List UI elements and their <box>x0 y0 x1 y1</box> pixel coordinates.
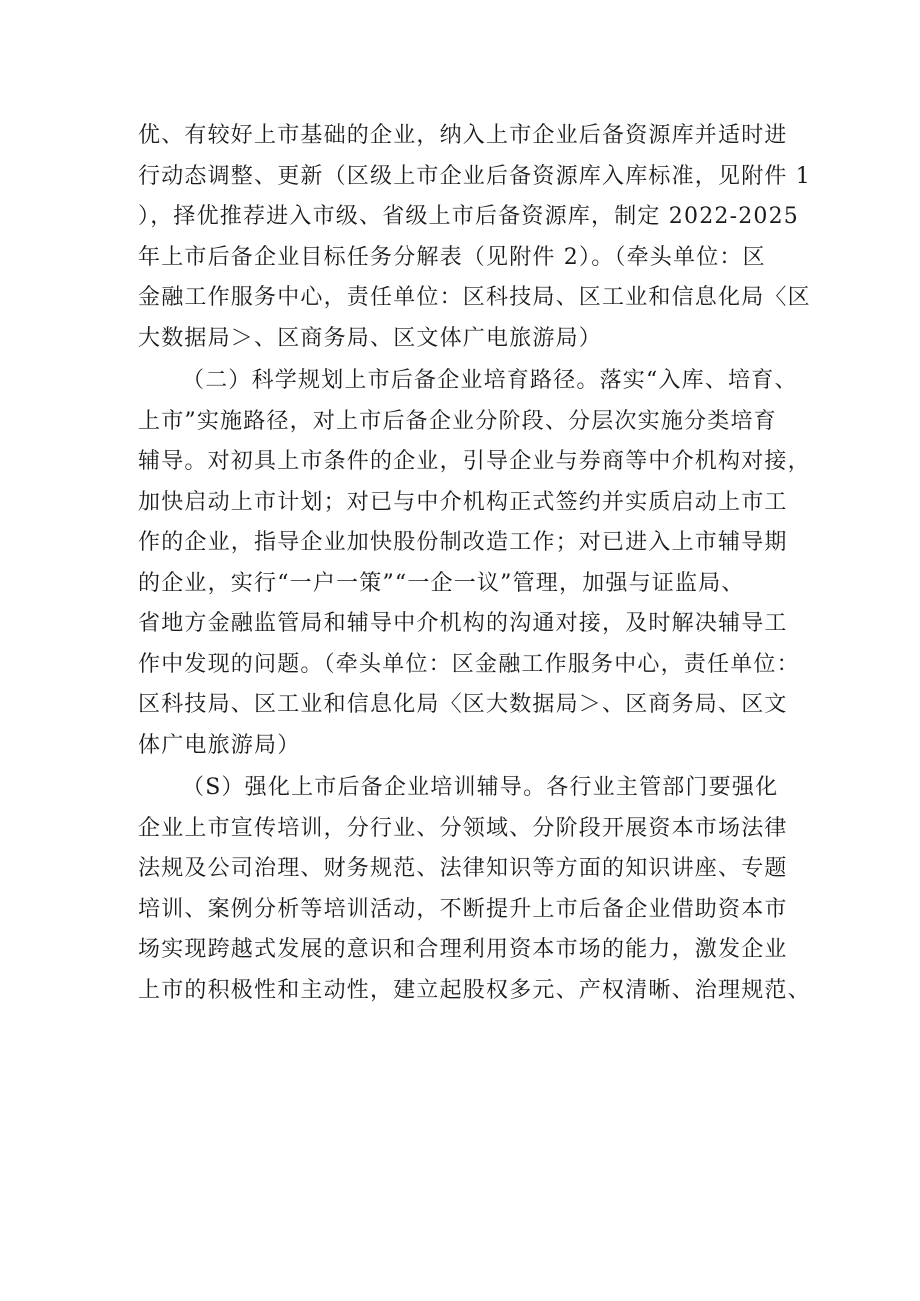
paragraph-line: 作中发现的问题。（牵头单位：区金融工作服务中心，责任单位： <box>138 651 800 677</box>
paragraph-line: 行动态调整、更新（区级上市企业后备资源库入库标准，见附件 1 <box>138 163 811 189</box>
paragraph-line: 场实现跨越式发展的意识和合理利用资本市场的能力，激发企业 <box>138 937 788 962</box>
paragraph-line: 上市”实施路径，对上市后备企业分阶段、分层次实施分类培育 <box>138 408 777 434</box>
paragraph-line: 培训、案例分析等培训活动，不断提升上市后备企业借助资本市 <box>138 896 788 922</box>
paragraph-line: ），择优推荐进入市级、省级上市后备资源库，制定 2022-2025 <box>138 204 800 229</box>
paragraph-line: （二）科学规划上市后备企业培育路径。落实“入库、培育、 <box>182 368 798 393</box>
paragraph-line: 加快启动上市计划；对已与中介机构正式签约并实质启动上市工 <box>138 489 788 515</box>
paragraph-line: 上市的积极性和主动性，建立起股权多元、产权清晰、治理规范、 <box>138 977 811 1003</box>
paragraph-line: 年上市后备企业目标任务分解表（见附件 2）。（牵头单位：区 <box>138 244 766 270</box>
paragraph-line: 金融工作服务中心，责任单位：区科技局、区工业和信息化局〈区 <box>138 285 811 310</box>
paragraph-line: 作的企业，指导企业加快股份制改造工作；对已进入上市辅导期 <box>138 530 788 555</box>
paragraph-line: 大数据局＞、区商务局、区文体广电旅游局） <box>138 325 603 351</box>
paragraph-line: 区科技局、区工业和信息化局〈区大数据局＞、区商务局、区文 <box>138 692 788 717</box>
paragraph-1 <box>138 116 811 359</box>
paragraph-line: 法规及公司治理、财务规范、法律知识等方面的知识讲座、专题 <box>138 856 788 881</box>
paragraph-line: 省地方金融监管局和辅导中介机构的沟通对接，及时解决辅导工 <box>138 611 788 636</box>
paragraph-3 <box>138 768 811 1011</box>
paragraph-line: （S）强化上市后备企业培训辅导。各行业主管部门要强化 <box>182 775 779 800</box>
paragraph-line: 企业上市宣传培训，分行业、分领域、分阶段开展资本市场法律 <box>138 815 788 841</box>
paragraph-line: 的企业，实行“一户一策”“一企一议”管理，加强与证监局、 <box>138 570 745 596</box>
paragraph-line: 体广电旅游局） <box>138 732 301 758</box>
paragraph-2 <box>138 361 811 766</box>
paragraph-line: 辅导。对初具上市条件的企业，引导企业与券商等中介机构对接， <box>138 449 811 474</box>
document-body <box>138 116 811 1011</box>
paragraph-line: 优、有较好上市基础的企业，纳入上市企业后备资源库并适时进 <box>138 123 788 148</box>
